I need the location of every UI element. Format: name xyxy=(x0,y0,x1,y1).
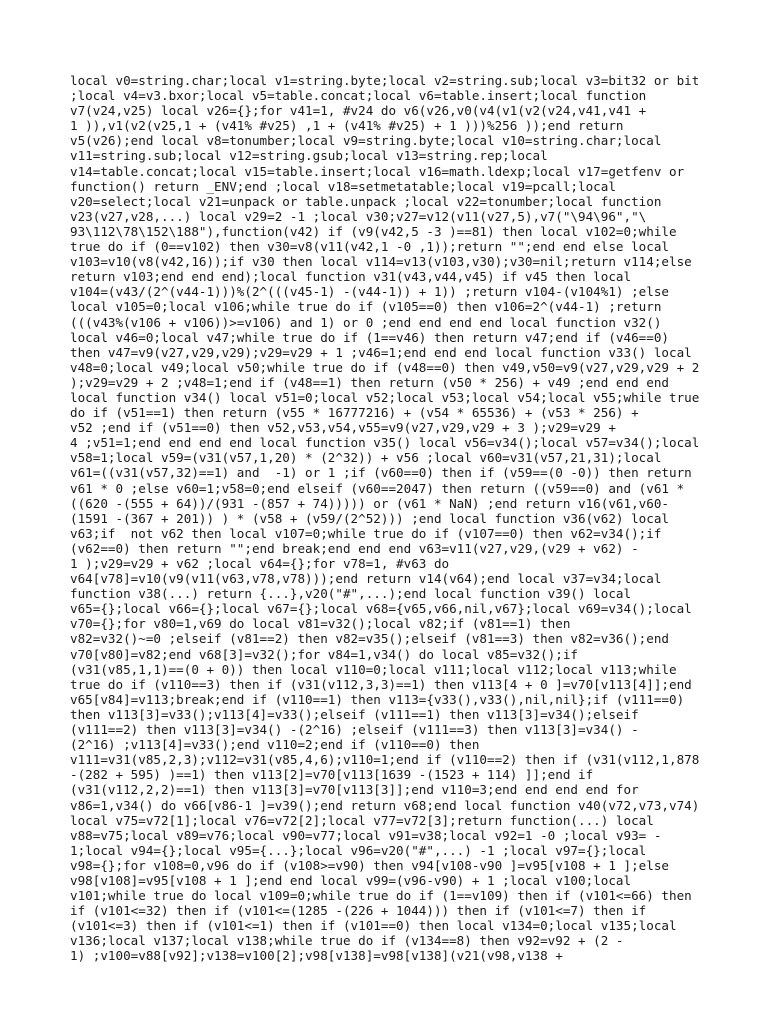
code-line: ;local v4=v3.bxor;local v5=table.concat;local v6=table.insert;local function xyxy=(70,88,647,104)
code-line: true do if (0==v102) then v30=v8(v11(v42,1 -0 ,1));return "";end end else local xyxy=(70,239,669,255)
code-line: v86=1,v34() do v66[v86-1 ]=v39();end return v68;end local function v40(v72,v73,v74) xyxy=(70,797,700,813)
code-line: 1;local v94={};local v95={...};local v96=v20("#",...) -1 ;local v97={};local xyxy=(70,842,647,858)
code-line: v64[v78]=v10(v9(v11(v63,v78,v78)));end return v14(v64);end local v37=v34;local xyxy=(70,571,662,587)
code-line: then v113[3]=v33();v113[4]=v33();elseif (v111==1) then v113[3]=v34();elseif xyxy=(70,706,639,722)
code-line: v58=1;local v59=(v31(v57,1,20) * (2^32)) + v56 ;local v60=v31(v57,21,31);local xyxy=(70,450,662,466)
code-line xyxy=(70,979,702,994)
code-line: (2^16) ;v113[4]=v33();end v110=2;end if (v110==0) then xyxy=(70,737,480,753)
code-line: v98[v108]=v95[v108 + 1 ];end end local v99=(v96-v90) + 1 ;local v100;local xyxy=(70,872,632,888)
code-line: v70={};for v80=1,v69 do local v81=v32();local v82;if (v81==1) then xyxy=(70,616,571,632)
code-line: v98={};for v108=0,v96 do if (v108>=v90) then v94[v108-v90 ]=v95[v108 + 1 ];else xyxy=(70,857,669,873)
code-line: 1) ;v100=v88[v92];v138=v100[2];v98[v138]=v98[v138](v21(v98,v138 + xyxy=(70,948,563,964)
code-line: v111=v31(v85,2,3);v112=v31(v85,4,6);v110=1;end if (v110==2) then if (v31(v112,1,878 xyxy=(70,752,700,768)
code-line: v82=v32()~=0 ;elseif (v81==2) then v82=v35();elseif (v81==3) then v82=v36();end xyxy=(70,631,669,647)
code-line xyxy=(70,964,702,979)
code-line: local v75=v72[1];local v76=v72[2];local v77=v72[3];return function(...) local xyxy=(70,812,654,828)
code-line: local v46=0;local v47;while true do if (1==v46) then return v47;end if (v46==0) xyxy=(70,329,669,345)
code-line: v7(v24,v25) local v26={};for v41=1, #v24 do v6(v26,v0(v4(v1(v2(v24,v41,v41 + xyxy=(70,103,647,119)
code-line: (1591 -(367 + 201)) ) * (v58 + (v59/(2^52))) ;end local function v36(v62) local xyxy=(70,510,669,526)
code-line: v48=0;local v49;local v50;while true do if (v48==0) then v49,v50=v9(v27,v29,v29 + 2 xyxy=(70,359,700,375)
code-line: function v38(...) return {...},v20("#",...);end local function v39() local xyxy=(70,586,632,602)
code-line: 1 )),v1(v2(v25,1 + (v41% #v25) ,1 + (v41% #v25) + 1 )))%256 ));end return xyxy=(70,118,624,134)
code-line: v61=((v31(v57,32)==1) and -1) or 1 ;if (v60==0) then if (v59==(0 -0)) then return xyxy=(70,465,692,481)
code-line: v103=v10(v8(v42,16));if v30 then local v114=v13(v103,v30);v30=nil;return v114;else xyxy=(70,254,692,270)
code-line: v61 * 0 ;else v60=1;v58=0;end elseif (v60==2047) then return ((v59==0) and (v61 * xyxy=(70,480,685,496)
code-line: v20=select;local v21=unpack or table.unpack ;local v22=tonumber;local function xyxy=(70,193,662,209)
code-line: if (v101<=32) then if (v101<=(1285 -(226 + 1044))) then if (v101<=7) then if xyxy=(70,903,647,919)
code-line: v5(v26);end local v8=tonumber;local v9=string.byte;local v10=string.char;local xyxy=(70,133,662,149)
code-line xyxy=(70,994,702,1009)
code-line: v65={};local v66={};local v67={};local v68={v65,v66,nil,v67};local v69=v34();local xyxy=(70,601,692,617)
code-line: 93\112\78\152\188"),function(v42) if (v9(v42,5 -3 )==81) then local v102=0;while xyxy=(70,223,677,239)
code-line: (v31(v112,2,2)==1) then v113[3]=v70[v113[3]];end v110=3;end end end end for xyxy=(70,782,639,798)
code-line: v11=string.sub;local v12=string.gsub;local v13=string.rep;local xyxy=(70,148,548,164)
code-line: local v105=0;local v106;while true do if (v105==0) then v106=2^(v44-1) ;return xyxy=(70,299,662,315)
code-line: local v0=string.char;local v1=string.byte;local v2=string.sub;local v3=bit32 or bit xyxy=(70,73,700,88)
code-line: (v111==2) then v113[3]=v34() -(2^16) ;elseif (v111==3) then v113[3]=v34() - xyxy=(70,722,639,738)
code-document xyxy=(70,73,702,1009)
code-line: true do if (v110==3) then if (v31(v112,3,3)==1) then v113[4 + 0 ]=v70[v113[4]];end xyxy=(70,676,692,692)
code-line: function() return _ENV;end ;local v18=setmetatable;local v19=pcall;local xyxy=(70,178,616,194)
code-line: v70[v80]=v82;end v68[3]=v32();for v84=1,v34() do local v85=v32();if xyxy=(70,646,578,662)
code-line: (((v43%(v106 + v106))>=v106) and 1) or 0 ;end end end end local function v32() xyxy=(70,314,662,330)
code-line: local function v34() local v51=0;local v52;local v53;local v54;local v55;while true xyxy=(70,389,700,405)
code-line: v63;if not v62 then local v107=0;while true do if (v107==0) then v62=v34();if xyxy=(70,525,662,541)
code-line: 4 ;v51=1;end end end end local function v35() local v56=v34();local v57=v34();local xyxy=(70,435,700,451)
code-line: v88=v75;local v89=v76;local v90=v77;local v91=v38;local v92=1 -0 ;local v93= - xyxy=(70,827,662,843)
code-line: v104=(v43/(2^(v44-1)))%(2^(((v45-1) -(v44-1)) + 1)) ;return v104-(v104%1) ;else xyxy=(70,284,669,300)
code-line: v65[v84]=v113;break;end if (v110==1) then v113={v33(),v33(),nil,nil};if (v111==0) xyxy=(70,691,685,707)
code-line: (v31(v85,1,1)==(0 + 0)) then local v110=0;local v111;local v112;local v113;while xyxy=(70,661,677,677)
code-line: 1 );v29=v29 + v62 ;local v64={};for v78=1, #v63 do xyxy=(70,556,450,571)
code-line: return v103;end end end);local function v31(v43,v44,v45) if v45 then local xyxy=(70,269,632,285)
code-line: ((620 -(555 + 64))/(931 -(857 + 74))))) or (v61 * NaN) ;end return v16(v61,v60- xyxy=(70,495,669,511)
code-line: v52 ;end if (v51==0) then v52,v53,v54,v55=v9(v27,v29,v29 + 3 );v29=v29 + xyxy=(70,420,616,436)
code-line: (v62==0) then return "";end break;end end end v63=v11(v27,v29,(v29 + v62) - xyxy=(70,540,639,556)
code-line: v136;local v137;local v138;while true do if (v134==8) then v92=v92 + (2 - xyxy=(70,933,624,949)
code-line: do if (v51==1) then return (v55 * 16777216) + (v54 * 65536) + (v53 * 256) + xyxy=(70,405,639,421)
code-line: v101;while true do local v109=0;while true do if (1==v109) then if (v101<=66) then xyxy=(70,888,692,904)
code-line: v23(v27,v28,...) local v29=2 -1 ;local v30;v27=v12(v11(v27,5),v7("\94\96","\ xyxy=(70,208,647,224)
code-line: then v47=v9(v27,v29,v29);v29=v29 + 1 ;v46=1;end end end local function v33() local xyxy=(70,344,692,360)
code-line: -(282 + 595) )==1) then v113[2]=v70[v113[1639 -(1523 + 114) ]];end if xyxy=(70,767,594,783)
code-line: v14=table.concat;local v15=table.insert;local v16=math.ldexp;local v17=getfenv or xyxy=(70,163,685,179)
code-line: );v29=v29 + 2 ;v48=1;end if (v48==1) then return (v50 * 256) + v49 ;end end end xyxy=(70,374,669,390)
code-line: (v101<=3) then if (v101<=1) then if (v101==0) then local v134=0;local v135;local xyxy=(70,918,677,934)
